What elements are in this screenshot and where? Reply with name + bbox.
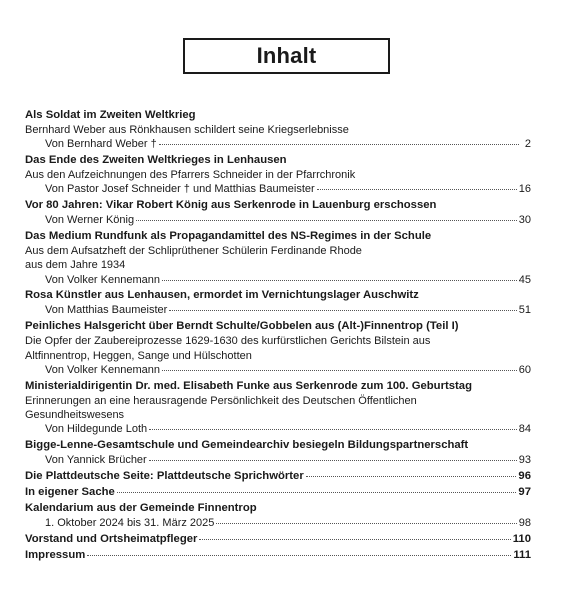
toc-entry[interactable] xyxy=(25,532,531,546)
toc-entry[interactable] xyxy=(25,229,531,287)
toc-entry[interactable] xyxy=(25,288,531,317)
toc-entry[interactable] xyxy=(25,198,531,227)
dot-leader xyxy=(149,429,517,430)
toc-entry-title: Als Soldat im Zweiten Weltkrieg xyxy=(25,109,196,121)
toc-entry-description: Gesundheitswesens xyxy=(25,408,125,421)
toc-entry[interactable] xyxy=(25,438,531,467)
toc-entry-author-row xyxy=(25,453,531,467)
toc-entry-author-row xyxy=(25,182,531,196)
toc-entry[interactable] xyxy=(25,485,531,499)
toc-entry[interactable] xyxy=(25,548,531,562)
toc-page-number: 111 xyxy=(513,548,531,561)
toc-entry-description: Altfinnentrop, Heggen, Sange und Hülschotten xyxy=(25,349,252,362)
table-of-contents xyxy=(25,108,531,563)
toc-entry-author-row xyxy=(25,273,531,287)
toc-page-number: 16 xyxy=(518,183,531,196)
toc-entry-title-row xyxy=(25,469,531,483)
toc-page-number: 84 xyxy=(518,423,531,436)
toc-page-number: 93 xyxy=(518,453,531,466)
toc-entry-author-row xyxy=(25,303,531,317)
toc-entry-author: Von Hildegunde Loth xyxy=(45,423,148,436)
dot-leader xyxy=(169,310,516,311)
toc-entry-author: Von Matthias Baumeister xyxy=(45,304,168,317)
toc-page-number: 96 xyxy=(518,469,531,482)
dot-leader xyxy=(216,523,516,524)
page-title: Inhalt xyxy=(183,38,390,74)
toc-page-number: 60 xyxy=(518,363,531,376)
toc-entry[interactable] xyxy=(25,501,531,530)
toc-entry-author: Von Bernhard Weber † xyxy=(45,138,157,151)
toc-entry[interactable] xyxy=(25,108,531,152)
toc-entry-description: Aus den Aufzeichnungen des Pfarrers Schneider in der Pfarrchronik xyxy=(25,169,356,182)
toc-entry-title: Impressum xyxy=(25,548,86,561)
toc-entry-author: Von Werner König xyxy=(45,214,135,227)
toc-page-number: 98 xyxy=(518,516,531,529)
toc-entry-author-row xyxy=(25,363,531,377)
toc-entry-title: Die Plattdeutsche Seite: Plattdeutsche Sprichwörter xyxy=(25,469,304,482)
toc-entry-description: Bernhard Weber aus Rönkhausen schildert seine Kriegserlebnisse xyxy=(25,124,349,136)
toc-entry-author: Von Volker Kennemann xyxy=(45,273,160,286)
toc-page-number: 110 xyxy=(512,532,531,545)
toc-entry-author: 1. Oktober 2024 bis 31. März 2025 xyxy=(45,516,215,529)
dot-leader xyxy=(117,492,517,493)
toc-entry-description: Die Opfer der Zaubereiprozesse 1629-1630 des kurfürstlichen Gerichts Bilstein aus xyxy=(25,335,431,348)
toc-entry-title: Ministerialdirigentin Dr. med. Elisabeth Funke aus Serkenrode zum 100. Geburtstag xyxy=(25,379,472,392)
toc-entry[interactable] xyxy=(25,379,531,437)
toc-entry[interactable] xyxy=(25,469,531,483)
toc-entry-title-row xyxy=(25,548,531,562)
toc-entry-title: Rosa Künstler aus Lenhausen, ermordet im Vernichtungslager Auschwitz xyxy=(25,289,419,302)
toc-entry-title-row xyxy=(25,485,531,499)
toc-entry[interactable] xyxy=(25,319,531,377)
toc-entry-title-row xyxy=(25,532,531,546)
toc-entry-author: Von Pastor Josef Schneider † und Matthias Baumeister xyxy=(45,183,315,196)
toc-entry-author-row xyxy=(25,213,531,227)
toc-entry-author: Von Volker Kennemann xyxy=(45,363,160,376)
toc-page-number: 30 xyxy=(518,214,531,227)
toc-entry-title: Das Ende des Zweiten Weltkrieges in Lenhausen xyxy=(25,154,287,167)
toc-entry-description: Erinnerungen an eine herausragende Persönlichkeit des Deutschen Öffentlichen xyxy=(25,394,417,407)
dot-leader xyxy=(159,144,519,145)
toc-entry-title: Vorstand und Ortsheimatpfleger xyxy=(25,532,198,545)
toc-page-number: 2 xyxy=(524,138,531,151)
toc-entry-author-row xyxy=(25,422,531,436)
dot-leader xyxy=(306,476,517,477)
toc-page-number: 45 xyxy=(518,273,531,286)
toc-entry-description: Aus dem Aufsatzheft der Schliprüthener Schülerin Ferdinande Rhode xyxy=(25,245,362,258)
dot-leader xyxy=(162,280,517,281)
toc-entry-title: Peinliches Halsgericht über Berndt Schulte/Gobbelen aus (Alt-)Finnentrop (Teil I) xyxy=(25,320,459,333)
toc-entry[interactable] xyxy=(25,153,531,197)
toc-entry-description: aus dem Jahre 1934 xyxy=(25,259,126,272)
toc-entry-title: In eigener Sache xyxy=(25,485,115,498)
toc-entry-title: Vor 80 Jahren: Vikar Robert König aus Serkenrode in Lauenburg erschossen xyxy=(25,199,437,212)
toc-entry-title: Bigge-Lenne-Gesamtschule und Gemeindearchiv besiegeln Bildungspartnerschaft xyxy=(25,438,469,451)
dot-leader xyxy=(317,189,517,190)
toc-entry-author-row xyxy=(25,137,531,151)
toc-entry-author-row xyxy=(25,516,531,530)
dot-leader xyxy=(87,555,511,556)
dot-leader xyxy=(199,539,510,540)
toc-page-number: 51 xyxy=(518,304,531,317)
toc-entry-title: Das Medium Rundfunk als Propagandamittel des NS-Regimes in der Schule xyxy=(25,230,432,243)
toc-entry-author: Von Yannick Brücher xyxy=(45,453,147,466)
toc-page-number: 97 xyxy=(518,485,531,498)
dot-leader xyxy=(162,370,517,371)
dot-leader xyxy=(149,460,517,461)
toc-entry-title: Kalendarium aus der Gemeinde Finnentrop xyxy=(25,501,257,514)
dot-leader xyxy=(136,220,517,221)
